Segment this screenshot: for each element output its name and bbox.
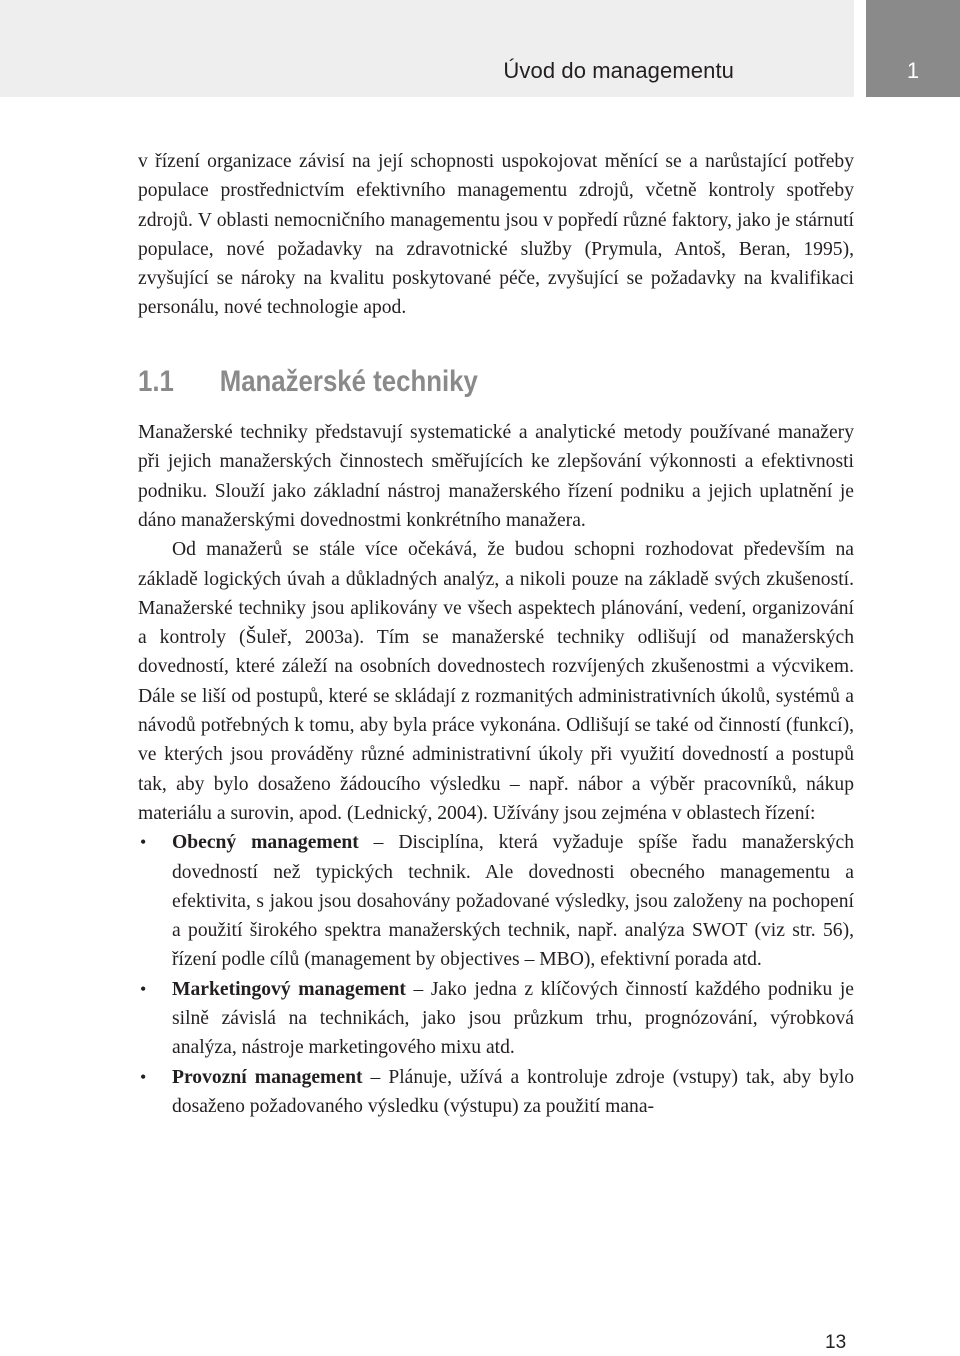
list-item (138, 1063, 854, 1122)
bullet-icon: • (140, 978, 147, 999)
list-item-text: – Jako jedna z klíčových činností každého podniku je silně závislá na technikách, jako jsou průzkum trhu, prognózování, výrobková analýza, nástroje marketingového mixu atd. (172, 978, 854, 1059)
section-heading (138, 364, 754, 398)
running-header-title: Úvod do managementu (503, 58, 734, 83)
list-item-term: Provozní management (172, 1066, 363, 1088)
paragraph: Od manažerů se stále více očekává, že budou schopni rozhodovat především na základě logických úvah a důkladných analýz, a nikoli pouze na základě svých zkušeností. Manažerské techniky jsou aplikovány ve všech aspektech plánování, vedení, organizování a kontroly (Šuleř, 2003a). Tím se manažerské techniky odlišují od manažerských dovedností, které záleží na osobních dovednostech rozvíjených zkušenostmi a výcvikem. Dále se liší od postupů, které se skládají z rozmanitých administrativních úkolů, systémů a návodů potřebných k tomu, aby byla práce vykonána. Odlišují se také od činností (funkcí), ve kterých jsou prováděny různé administrativní úkoly při využití dovedností a postupů tak, aby bylo dosaženo žádoucího výsledku – např. nábor a výběr pracovníků, nákup materiálu a surovin, apod. (Lednický, 2004). Užívány jsou zejména v oblastech řízení: (138, 539, 854, 824)
bullet-icon: • (140, 1066, 147, 1087)
intro-paragraph: v řízení organizace závisí na její schopnosti uspokojovat měnící se a narůstající potřeby populace prostřednictvím efektivního managementu zdrojů, včetně kontroly spotřeby zdrojů. V oblasti nemocničního managementu jsou v popředí různé faktory, jako je stárnutí populace, nové požadavky na zdravotnické služby (Prymula, Antoš, Beran, 1995), zvyšující se nároky na kvalitu poskytované péče, zvyšující se požadavky na kvalifikaci personálu, nové technologie apod. (138, 151, 854, 319)
paragraph: Manažerské techniky představují systematické a analytické metody používané manažery při jejich manažerských činnostech směřujících ke zlepšování výkonnosti a efektivnosti podniku. Slouží jako základní nástroj manažerského řízení podniku a jejich uplatnění je dáno manažerskými dovednostmi konkrétního manažera. (138, 422, 854, 531)
running-header (0, 0, 854, 97)
bullet-icon: • (140, 832, 147, 853)
page-body (138, 147, 854, 1121)
list-item-text: – Disciplína, která vyžaduje spíše řadu manažerských dovedností než typických technik. Ale dovednosti obecného managementu a efektivita, s jakou jsou dosahovány požadované výsledky, jsou založeny na pochopení a použití širokého spektra manažerských technik, např. analýza SWOT (viz str. 56), řízení podle cílů (management by objectives – MBO), efektivní porada atd. (172, 832, 854, 971)
chapter-number: 1 (906, 58, 920, 83)
bullet-list (138, 828, 854, 1121)
section-number: 1.1 (138, 364, 174, 398)
list-item (138, 828, 854, 974)
chapter-tab (866, 0, 960, 97)
list-item (138, 975, 854, 1063)
section-title: Manažerské techniky (219, 364, 478, 398)
list-item-term: Marketingový management (172, 978, 406, 1000)
page-number: 13 (825, 1332, 847, 1353)
list-item-term: Obecný management (172, 832, 359, 854)
list-item-text: – Plánuje, užívá a kontroluje zdroje (vstupy) tak, aby bylo dosaženo požadovaného výsledku (výstupu) za použití mana- (172, 1066, 854, 1117)
